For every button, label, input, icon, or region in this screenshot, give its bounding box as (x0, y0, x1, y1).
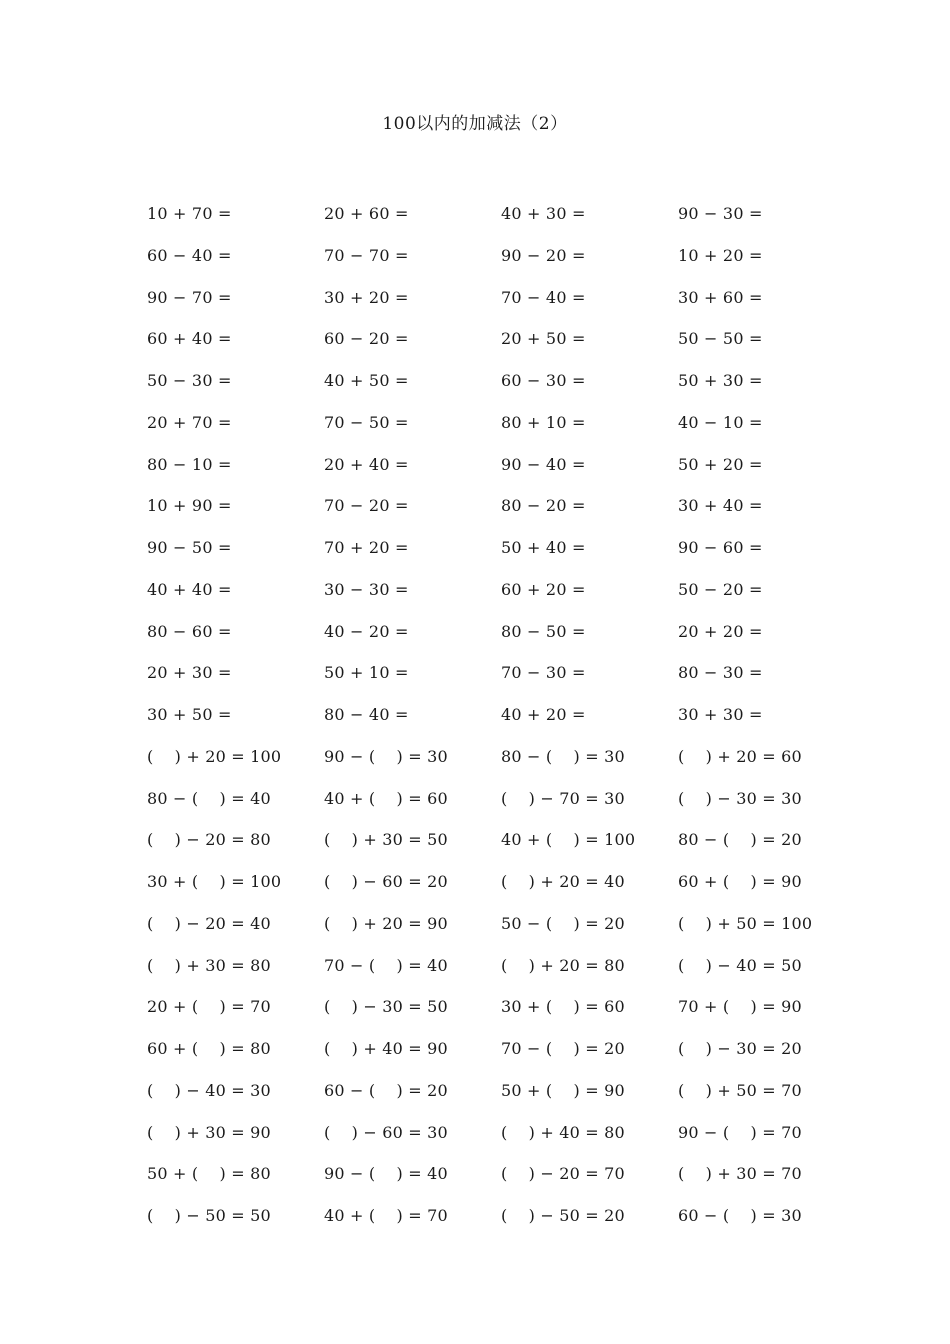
math-problem: ( ) + 50 = 100 (678, 913, 813, 933)
math-problem: 20 + 30 = (147, 663, 232, 683)
math-problem: 50 + ( ) = 80 (147, 1164, 271, 1184)
math-problem: 40 + ( ) = 60 (324, 788, 448, 808)
math-problem: ( ) − 60 = 20 (324, 872, 448, 891)
worksheet-grid (147, 202, 867, 1246)
math-problem: ( ) + 20 = 90 (324, 913, 448, 933)
math-problem: 90 − ( ) = 40 (324, 1164, 448, 1184)
math-problem: 90 − 70 = (147, 287, 232, 307)
math-problem: ( ) − 40 = 50 (678, 955, 802, 975)
math-problem: ( ) + 20 = 80 (501, 955, 625, 975)
math-problem: 60 − 40 = (147, 245, 232, 265)
math-problem: 90 − 60 = (678, 538, 763, 557)
math-problem: 50 + 40 = (501, 538, 586, 557)
math-problem: 10 + 20 = (678, 245, 763, 265)
math-problem: 90 − ( ) = 30 (324, 746, 448, 766)
math-problem: 40 − 10 = (678, 412, 763, 432)
math-problem: ( ) + 20 = 100 (147, 746, 282, 766)
math-problem: 20 + 50 = (501, 329, 586, 349)
math-problem: 20 + 40 = (324, 454, 409, 474)
math-problem: 20 + 70 = (147, 412, 232, 432)
math-problem: 80 − 60 = (147, 621, 232, 641)
math-problem: 80 − 40 = (324, 705, 409, 724)
math-problem: 50 − 30 = (147, 371, 232, 390)
math-problem: ( ) + 20 = 60 (678, 746, 802, 766)
math-problem: ( ) − 40 = 30 (147, 1080, 271, 1100)
math-problem: 80 − ( ) = 30 (501, 746, 625, 766)
math-problem: 70 − ( ) = 40 (324, 955, 448, 975)
math-problem: 90 − 50 = (147, 538, 232, 557)
math-problem: 50 − 20 = (678, 579, 763, 599)
math-problem: 30 + ( ) = 100 (147, 872, 282, 891)
math-problem: 20 + 60 = (324, 204, 409, 223)
math-problem: 10 + 70 = (147, 204, 232, 223)
math-problem: 40 + ( ) = 70 (324, 1206, 448, 1225)
math-problem: 50 − ( ) = 20 (501, 913, 625, 933)
math-problem: 80 − 30 = (678, 663, 763, 683)
math-problem: 40 − 20 = (324, 621, 409, 641)
math-problem: ( ) + 40 = 90 (324, 1039, 448, 1058)
math-problem: 60 − 20 = (324, 329, 409, 349)
math-problem: 80 − ( ) = 40 (147, 788, 271, 808)
math-problem: 40 + ( ) = 100 (501, 830, 636, 850)
math-problem: 40 + 20 = (501, 705, 586, 724)
math-problem: ( ) − 20 = 40 (147, 913, 271, 933)
math-problem: 70 + ( ) = 90 (678, 997, 802, 1017)
math-problem: 90 − 20 = (501, 245, 586, 265)
math-problem: 80 − 50 = (501, 621, 586, 641)
math-problem: 40 + 50 = (324, 371, 409, 390)
math-problem: 50 + 10 = (324, 663, 409, 683)
math-problem: 50 + 20 = (678, 454, 763, 474)
math-problem: ( ) − 30 = 20 (678, 1039, 802, 1058)
math-problem: ( ) − 20 = 80 (147, 830, 271, 850)
math-problem: 90 − 40 = (501, 454, 586, 474)
math-problem: 70 − 20 = (324, 496, 409, 516)
math-problem: 30 + 20 = (324, 287, 409, 307)
math-problem: ( ) + 30 = 80 (147, 955, 271, 975)
math-problem: ( ) + 20 = 40 (501, 872, 625, 891)
math-problem: 20 + ( ) = 70 (147, 997, 271, 1017)
math-problem: 30 + 40 = (678, 496, 763, 516)
math-problem: 30 + 60 = (678, 287, 763, 307)
math-problem: 80 + 10 = (501, 412, 586, 432)
math-problem: 90 − 30 = (678, 204, 763, 223)
math-problem: 30 + 30 = (678, 705, 763, 724)
math-problem: 60 − ( ) = 30 (678, 1206, 802, 1225)
math-problem: 70 − 70 = (324, 245, 409, 265)
math-problem: 20 + 20 = (678, 621, 763, 641)
math-problem: 70 + 20 = (324, 538, 409, 557)
math-problem: 40 + 40 = (147, 579, 232, 599)
math-problem: 60 + ( ) = 90 (678, 872, 802, 891)
math-problem: 70 − 40 = (501, 287, 586, 307)
math-problem: ( ) − 60 = 30 (324, 1122, 448, 1142)
page-title: 100以内的加减法（2） (382, 114, 568, 134)
math-problem: 60 + 40 = (147, 329, 232, 349)
math-problem: ( ) + 40 = 80 (501, 1122, 625, 1142)
math-problem: 80 − 10 = (147, 454, 232, 474)
math-problem: 50 + 30 = (678, 371, 763, 390)
math-problem: ( ) − 20 = 70 (501, 1164, 625, 1184)
math-problem: 60 + 20 = (501, 579, 586, 599)
math-problem: 90 − ( ) = 70 (678, 1122, 802, 1142)
math-problem: ( ) + 50 = 70 (678, 1080, 802, 1100)
math-problem: 30 + ( ) = 60 (501, 997, 625, 1017)
math-problem: 10 + 90 = (147, 496, 232, 516)
math-problem: ( ) + 30 = 90 (147, 1122, 271, 1142)
math-problem: 70 − ( ) = 20 (501, 1039, 625, 1058)
math-problem: ( ) − 70 = 30 (501, 788, 625, 808)
math-problem: ( ) + 30 = 70 (678, 1164, 802, 1184)
math-problem: ( ) + 30 = 50 (324, 830, 448, 850)
math-problem: 70 − 30 = (501, 663, 586, 683)
math-problem: 50 + ( ) = 90 (501, 1080, 625, 1100)
math-problem: 60 − ( ) = 20 (324, 1080, 448, 1100)
math-problem: 60 − 30 = (501, 371, 586, 390)
math-problem: 60 + ( ) = 80 (147, 1039, 271, 1058)
math-problem: 70 − 50 = (324, 412, 409, 432)
math-problem: ( ) − 50 = 50 (147, 1206, 271, 1225)
math-problem: 80 − ( ) = 20 (678, 830, 802, 850)
math-problem: 30 + 50 = (147, 705, 232, 724)
math-problem: 80 − 20 = (501, 496, 586, 516)
math-problem: 40 + 30 = (501, 204, 586, 223)
math-problem: ( ) − 30 = 50 (324, 997, 448, 1017)
math-problem: ( ) − 30 = 30 (678, 788, 802, 808)
math-problem: 50 − 50 = (678, 329, 763, 349)
math-problem: 30 − 30 = (324, 579, 409, 599)
math-problem: ( ) − 50 = 20 (501, 1206, 625, 1225)
